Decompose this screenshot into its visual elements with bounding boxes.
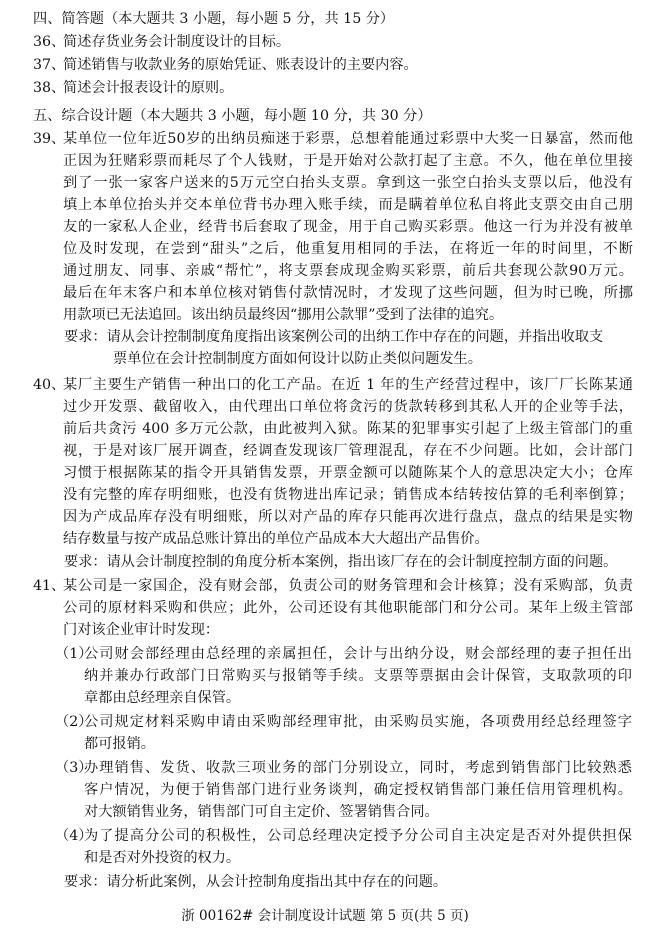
q41-item-1-number: （1） <box>55 646 93 662</box>
section-title-design: 五、综合设计题（本大题共 3 小题，每小题 10 分，共 30 分） <box>33 108 432 124</box>
q40-requirement: 要求：请从会计制度控制的角度分析本案例，指出该厂存在的会计制度控制方面的问题。 <box>64 554 618 570</box>
q41-requirement: 要求：请分析此案例，从会计控制角度指出其中存在的问题。 <box>64 874 448 890</box>
q39-line: 填上本单位抬头并交本单位背书办理入账手续，而是瞒着单位私自将此支票交由自己朋 <box>63 197 633 213</box>
q39-requirement-cont: 票单位在会计控制制度方面如何设计以防止类似问题发生。 <box>113 351 482 367</box>
q40-line: 前后共贪污 400 多万元公款，由此被判入狱。陈某的犯罪事实引起了上级主管部门的重 <box>63 421 633 437</box>
q39-line: 通过朋友、同事、亲戚“帮忙”，将支票套成现金购买彩票，前后共套现公款90万元。 <box>63 263 633 279</box>
question-38: 38、简述会计报表设计的原则。 <box>33 80 234 96</box>
q41-item-1-line: 纳并兼办行政部门日常购买与报销等手续。支票等票据由会计保管，支取款项的印 <box>84 668 632 684</box>
question-37: 37、简述销售与收款业务的原始凭证、账表设计的主要内容。 <box>33 57 418 73</box>
q41-item-3-number: （3） <box>55 760 93 776</box>
q39-line: 用款项已无法追回。该出纳员最终因“挪用公款罪”受到了法律的追究。 <box>63 307 504 323</box>
q39-line: 位及时发现，在尝到“甜头”之后，他重复用相同的手法，在将近一年的时间里，不断 <box>63 241 633 257</box>
q41-item-1-line: 章都由总经理亲自保管。 <box>84 690 241 706</box>
page-footer: 浙 00162# 会计制度设计试题 第 5 页(共 5 页) <box>181 908 469 924</box>
q39-line: 某单位一位年近50岁的出纳员痴迷于彩票，总想着能通过彩票中大奖一日暴富，然而他 <box>63 131 633 147</box>
q41-item-3-line: 办理销售、发货、收款三项业务的部门分别设立，同时，考虑到销售部门比较熟悉 <box>84 760 632 776</box>
q40-line: 习惯于根据陈某的指令开具销售发票，开票金额可以随陈某个人的意思决定大小；仓库 <box>63 465 633 481</box>
q39-line: 正因为狂赌彩票而耗尽了个人钱财，于是开始对公款打起了主意。不久，他在单位里接 <box>63 153 633 169</box>
q40-line: 因为产成品库存没有明细账，所以对产品的库存只能再次进行盘点，盘点的结果是实物 <box>63 509 633 525</box>
q39-requirement: 要求：请从会计控制制度角度指出该案例公司的出纳工作中存在的问题，并指出收取支 <box>64 329 604 345</box>
q41-line: 某公司是一家国企，没有财会部，负责公司的财务管理和会计核算；没有采购部，负责 <box>63 578 633 594</box>
q41-item-2-number: （2） <box>55 714 93 730</box>
q39-line: 友的一家私人企业，经背书后套取了现金，用于自己购买彩票。他这一行为并没有被单 <box>63 219 633 235</box>
q39-line: 到了一张一家客户送来的5万元空白抬头支票。拿到这一张空白抬头支票以后，他没有 <box>63 175 633 191</box>
q41-item-1-line: 公司财会部经理由总经理的亲属担任，会计与出纳分设，财会部经理的妻子担任出 <box>84 646 632 662</box>
q39-line: 最后在年末客户和本单位核对销售付款情况时，才发现了这些问题，但为时已晚，所挪 <box>63 285 633 301</box>
q41-line: 公司的原材料采购和供应；此外，公司还设有其他职能部门和分公司。某年上级主管部 <box>63 600 633 616</box>
q40-line: 结存数量与按产成品总账计算出的单位产品成本大大超出产品售价。 <box>63 531 489 547</box>
question-40-number: 40、 <box>33 377 66 393</box>
section-title-short-answer: 四、简答题（本大题共 3 小题，每小题 5 分，共 15 分） <box>33 11 395 27</box>
q41-item-4-line: 和是否对外投资的权力。 <box>84 850 241 866</box>
q40-line: 视，于是对该厂展开调查，经调查发现该厂管理混乱，存在不少问题。比如，会计部门 <box>63 443 633 459</box>
question-41-number: 41、 <box>33 578 66 594</box>
q41-item-2-line: 公司规定材料采购申请由采购部经理审批，由采购员实施，各项费用经总经理签字 <box>84 714 632 730</box>
q41-item-4-line: 为了提高分公司的积极性，公司总经理决定授予分公司自主决定是否对外提供担保 <box>84 828 632 844</box>
q40-line: 某厂主要生产销售一种出口的化工产品。在近 1 年的生产经营过程中，该厂厂长陈某通 <box>63 377 633 393</box>
question-39-number: 39、 <box>33 131 66 147</box>
q40-line: 没有完整的库存明细账，也没有货物进出库记录；销售成本结转按估算的毛利率倒算； <box>63 487 633 503</box>
question-36: 36、简述存货业务会计制度设计的目标。 <box>33 34 291 50</box>
q40-line: 过少开发票、截留收入，由代理出口单位将贪污的货款转移到其私人开的企业等手法， <box>63 399 633 415</box>
q41-item-2-line: 都可报销。 <box>84 736 155 752</box>
q41-line: 门对该企业审计时发现： <box>63 622 220 638</box>
q41-item-3-line: 客户情况，为便于销售部门进行业务谈判，确定授权销售部门兼任信用管理机构。 <box>84 782 632 798</box>
q41-item-3-line: 对大额销售业务，销售部门可自主定价、签署销售合同。 <box>84 804 439 820</box>
q41-item-4-number: （4） <box>55 828 93 844</box>
